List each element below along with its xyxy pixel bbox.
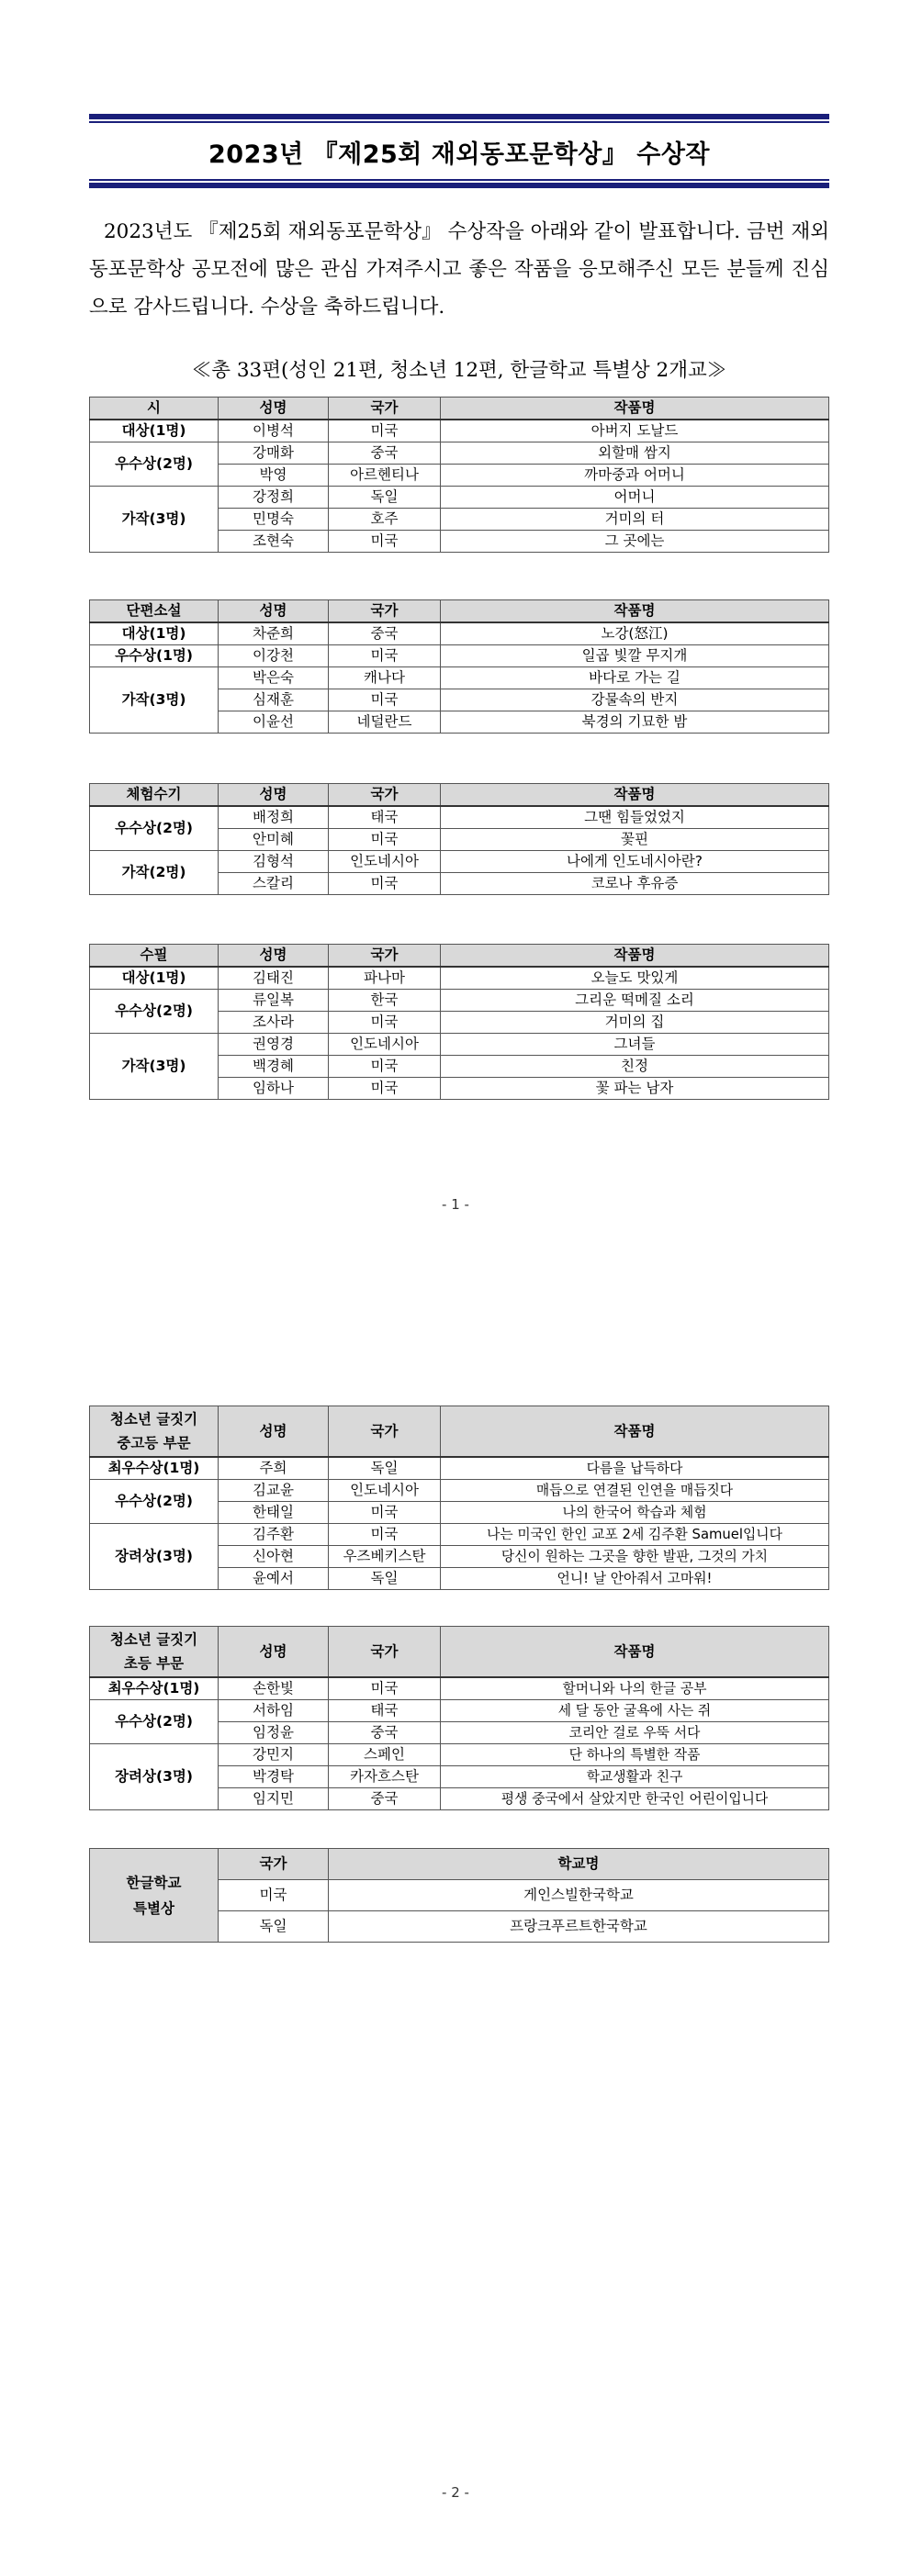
- school-header-country: 국가: [219, 1849, 329, 1880]
- winner-name: 김태진: [219, 967, 329, 990]
- work-title: 언니! 날 안아줘서 고마워!: [441, 1568, 829, 1590]
- work-title: 까마중과 어머니: [441, 465, 829, 487]
- title-rule-bottom-thin: [89, 179, 829, 181]
- category-header: 단편소설: [90, 600, 219, 623]
- table-row: [90, 1524, 829, 1546]
- table-row: [90, 1457, 829, 1480]
- winner-country: 태국: [329, 806, 441, 829]
- winner-country: 미국: [329, 829, 441, 851]
- work-title: 나의 한국어 학습과 체험: [441, 1502, 829, 1524]
- award-level: 대상(1명): [90, 420, 219, 442]
- winner-country: 한국: [329, 990, 441, 1012]
- award-level: 우수상(2명): [90, 442, 219, 487]
- category-header: [90, 1406, 219, 1458]
- winner-country: 미국: [329, 1502, 441, 1524]
- table-row: [90, 487, 829, 509]
- winner-name: 임지민: [219, 1788, 329, 1810]
- youth-elementary-table: [89, 1626, 829, 1810]
- work-title: 그땐 힘들었었지: [441, 806, 829, 829]
- title-rule-top: [89, 114, 829, 119]
- work-title: 거미의 집: [441, 1012, 829, 1034]
- school-country: 미국: [219, 1880, 329, 1911]
- table-row: [90, 622, 829, 645]
- winner-name: 임하나: [219, 1078, 329, 1100]
- table-row: [90, 1700, 829, 1722]
- work-title: 매듭으로 연결된 인연을 매듭짓다: [441, 1480, 829, 1502]
- winner-country: 인도네시아: [329, 851, 441, 873]
- winner-country: 미국: [329, 531, 441, 553]
- winner-name: 강정희: [219, 487, 329, 509]
- title-banner: [89, 114, 829, 188]
- winner-name: 김형석: [219, 851, 329, 873]
- work-title: 나에게 인도네시아란?: [441, 851, 829, 873]
- winner-name: 민명숙: [219, 509, 329, 531]
- winner-name: 안미혜: [219, 829, 329, 851]
- header-name: 성명: [219, 600, 329, 623]
- table-row: [90, 667, 829, 689]
- work-title: 바다로 가는 길: [441, 667, 829, 689]
- winner-country: 태국: [329, 1700, 441, 1722]
- winner-name: 손한빛: [219, 1677, 329, 1700]
- winner-name: 심재훈: [219, 689, 329, 711]
- work-title: 코로나 후유증: [441, 873, 829, 895]
- header-name: 성명: [219, 398, 329, 420]
- header-work: 작품명: [441, 784, 829, 807]
- winner-country: 중국: [329, 1788, 441, 1810]
- header-country: 국가: [329, 1627, 441, 1678]
- work-title: 일곱 빛깔 무지개: [441, 645, 829, 667]
- winner-country: 호주: [329, 509, 441, 531]
- work-title: 꽃 파는 남자: [441, 1078, 829, 1100]
- work-title: 아버지 도날드: [441, 420, 829, 442]
- short-story-table: [89, 599, 829, 734]
- school-award-table: [89, 1848, 829, 1943]
- category-header: 체험수기: [90, 784, 219, 807]
- winner-name: 김교윤: [219, 1480, 329, 1502]
- table-row: [90, 967, 829, 990]
- work-title: 그리운 떡메질 소리: [441, 990, 829, 1012]
- intro-paragraph: [89, 213, 829, 326]
- winner-country: 중국: [329, 442, 441, 465]
- award-level: 가작(3명): [90, 487, 219, 553]
- winner-country: 중국: [329, 1722, 441, 1744]
- work-title: 평생 중국에서 살았지만 한국인 어린이입니다: [441, 1788, 829, 1810]
- award-level: 대상(1명): [90, 622, 219, 645]
- school-header-school: 학교명: [329, 1849, 829, 1880]
- work-title: 어머니: [441, 487, 829, 509]
- winner-name: 스칼리: [219, 873, 329, 895]
- winner-name: 배정희: [219, 806, 329, 829]
- work-title: 친정: [441, 1056, 829, 1078]
- table-row: [90, 645, 829, 667]
- winner-name: 백경혜: [219, 1056, 329, 1078]
- winner-name: 류일복: [219, 990, 329, 1012]
- winner-country: 미국: [329, 1524, 441, 1546]
- winner-name: 주희: [219, 1457, 329, 1480]
- winner-name: 윤예서: [219, 1568, 329, 1590]
- header-country: 국가: [329, 398, 441, 420]
- category-header: 시: [90, 398, 219, 420]
- award-level: 가작(2명): [90, 851, 219, 895]
- winner-name: 임정윤: [219, 1722, 329, 1744]
- work-title: 노강(怒江): [441, 622, 829, 645]
- work-title: 그녀들: [441, 1034, 829, 1056]
- award-level: 우수상(2명): [90, 1480, 219, 1524]
- award-level: 장려상(3명): [90, 1524, 219, 1590]
- winner-name: 박경탁: [219, 1766, 329, 1788]
- table-row: [90, 990, 829, 1012]
- winner-country: 스페인: [329, 1744, 441, 1766]
- winner-country: 미국: [329, 1078, 441, 1100]
- school-name: 프랑크푸르트한국학교: [329, 1911, 829, 1943]
- table-row: [90, 442, 829, 465]
- header-work: 작품명: [441, 1627, 829, 1678]
- page-title: 2023년 『제25회 재외동포문학상』 수상작: [208, 140, 710, 169]
- page-number-2: - 2 -: [442, 2484, 469, 2501]
- winner-name: 김주환: [219, 1524, 329, 1546]
- category-line1: 청소년 글짓기: [109, 1631, 198, 1648]
- winner-country: 미국: [329, 420, 441, 442]
- winner-country: 미국: [329, 873, 441, 895]
- winner-country: 카자흐스탄: [329, 1766, 441, 1788]
- award-level: 가작(3명): [90, 667, 219, 734]
- header-country: 국가: [329, 1406, 441, 1458]
- winner-name: 조현숙: [219, 531, 329, 553]
- award-level: 장려상(3명): [90, 1744, 219, 1810]
- header-work: 작품명: [441, 945, 829, 968]
- school-award-label-line1: 한글학교: [126, 1874, 182, 1891]
- winner-name: 서하임: [219, 1700, 329, 1722]
- category-line2: 초등 부문: [123, 1655, 185, 1672]
- work-title: 외할매 쌈지: [441, 442, 829, 465]
- poem-table: [89, 397, 829, 553]
- youth-secondary-table: [89, 1406, 829, 1590]
- header-name: 성명: [219, 1627, 329, 1678]
- award-level: 우수상(1명): [90, 645, 219, 667]
- work-title: 강물속의 반지: [441, 689, 829, 711]
- table-row: [90, 1677, 829, 1700]
- winner-country: 인도네시아: [329, 1480, 441, 1502]
- table-row: [90, 806, 829, 829]
- header-name: 성명: [219, 945, 329, 968]
- work-title: 그 곳에는: [441, 531, 829, 553]
- table-row: [90, 1034, 829, 1056]
- title-rule-bottom: [89, 183, 829, 188]
- category-line1: 청소년 글짓기: [109, 1411, 198, 1428]
- winner-country: 독일: [329, 487, 441, 509]
- winner-name: 한태일: [219, 1502, 329, 1524]
- category-line2: 중고등 부문: [117, 1435, 191, 1451]
- school-name: 게인스빌한국학교: [329, 1880, 829, 1911]
- table-row: [90, 1480, 829, 1502]
- work-title: 할머니와 나의 한글 공부: [441, 1677, 829, 1700]
- winner-name: 박은숙: [219, 667, 329, 689]
- work-title: 오늘도 맛있게: [441, 967, 829, 990]
- table-row: [90, 420, 829, 442]
- work-title: 다름을 납득하다: [441, 1457, 829, 1480]
- winner-country: 아르헨티나: [329, 465, 441, 487]
- page-number-1: - 1 -: [442, 1196, 469, 1213]
- work-title: 학교생활과 친구: [441, 1766, 829, 1788]
- category-header: 수필: [90, 945, 219, 968]
- award-level: 우수상(2명): [90, 806, 219, 851]
- page-2: [0, 1288, 911, 2576]
- school-award-label: [90, 1849, 219, 1943]
- award-level: 최우수상(1명): [90, 1677, 219, 1700]
- summary-line: ≪총 33편(성인 21편, 청소년 12편, 한글학교 특별상 2개교≫: [191, 359, 727, 382]
- winner-country: 미국: [329, 1012, 441, 1034]
- table-row: [90, 851, 829, 873]
- winner-country: 미국: [329, 1677, 441, 1700]
- winner-name: 이윤선: [219, 711, 329, 734]
- nonfiction-table: [89, 783, 829, 895]
- header-work: 작품명: [441, 1406, 829, 1458]
- winner-country: 네덜란드: [329, 711, 441, 734]
- winner-country: 파나마: [329, 967, 441, 990]
- winner-name: 조사라: [219, 1012, 329, 1034]
- school-country: 독일: [219, 1911, 329, 1943]
- winner-name: 박영: [219, 465, 329, 487]
- work-title: 북경의 기묘한 밤: [441, 711, 829, 734]
- work-title: 거미의 터: [441, 509, 829, 531]
- header-work: 작품명: [441, 600, 829, 623]
- winner-country: 미국: [329, 689, 441, 711]
- header-name: 성명: [219, 784, 329, 807]
- award-level: 우수상(2명): [90, 990, 219, 1034]
- winner-name: 강민지: [219, 1744, 329, 1766]
- award-level: 가작(3명): [90, 1034, 219, 1100]
- winner-country: 미국: [329, 1056, 441, 1078]
- award-level: 최우수상(1명): [90, 1457, 219, 1480]
- winner-country: 캐나다: [329, 667, 441, 689]
- header-country: 국가: [329, 784, 441, 807]
- work-title: 코리안 걸로 우뚝 서다: [441, 1722, 829, 1744]
- winner-name: 강매화: [219, 442, 329, 465]
- table-row: [90, 1744, 829, 1766]
- winner-name: 신아현: [219, 1546, 329, 1568]
- winner-name: 이병석: [219, 420, 329, 442]
- winner-country: 중국: [329, 622, 441, 645]
- winner-name: 차준희: [219, 622, 329, 645]
- work-title: 단 하나의 특별한 작품: [441, 1744, 829, 1766]
- award-level: 대상(1명): [90, 967, 219, 990]
- winner-country: 우즈베키스탄: [329, 1546, 441, 1568]
- work-title: 꽃핀: [441, 829, 829, 851]
- winner-name: 이강천: [219, 645, 329, 667]
- work-title: 당신이 원하는 그곳을 향한 발판, 그것의 가치: [441, 1546, 829, 1568]
- winner-country: 인도네시아: [329, 1034, 441, 1056]
- header-country: 국가: [329, 945, 441, 968]
- header-work: 작품명: [441, 398, 829, 420]
- school-award-label-line2: 특별상: [133, 1899, 174, 1917]
- award-level: 우수상(2명): [90, 1700, 219, 1744]
- winner-country: 미국: [329, 645, 441, 667]
- winner-country: 독일: [329, 1457, 441, 1480]
- header-name: 성명: [219, 1406, 329, 1458]
- intro-text: 2023년도 『제25회 재외동포문학상』 수상작을 아래와 같이 발표합니다. 금번 재외동포문학상 공모전에 많은 관심 가져주시고 좋은 작품을 응모해주신 모든 분들께 진심으로 감사드립니다. 수상을 축하드립니다.: [89, 220, 829, 319]
- winner-name: 권영경: [219, 1034, 329, 1056]
- category-header: [90, 1627, 219, 1678]
- work-title: 세 달 동안 굴욕에 사는 쥐: [441, 1700, 829, 1722]
- work-title: 나는 미국인 한인 교포 2세 김주환 Samuel입니다: [441, 1524, 829, 1546]
- header-country: 국가: [329, 600, 441, 623]
- winner-country: 독일: [329, 1568, 441, 1590]
- essay-table: [89, 944, 829, 1100]
